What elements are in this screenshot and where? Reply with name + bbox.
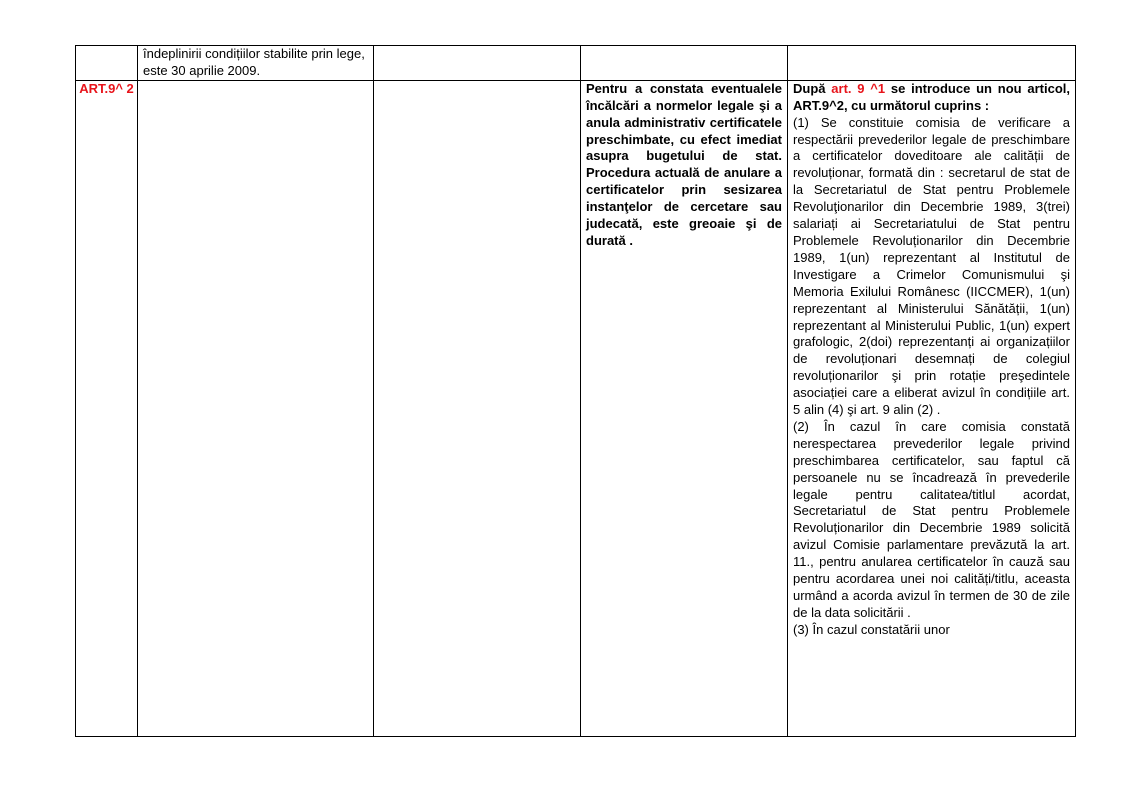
row1-col3 (374, 46, 581, 81)
amendment-paragraph-2: (2) În cazul în care comisia constată nerespectarea prevederilor legale privind preschimbarea certificatelor, sau faptul că persoanele nu se încadrează în prevederile legale pentru calitatea/titlul acordat, Secretariatul de Stat pentru Problemele Revoluționarilor din Decembrie 1989 solicită avizul Comisie parlamentare prevăzută la art. 11., pentru anularea certificatelor în cauză sau pentru acordarea unei noi calități/titlu, aceasta urmând a acorda avizul în termen de 30 de zile de la data solicitării . (793, 418, 1070, 620)
amendment-paragraph-1: (1) Se constituie comisia de verificare a respectării prevederilor legale de preschimbare a certificatelor doveditoare ale calității de revoluționar, formată din : secretarul de stat de la Secretariatul de Stat pentru Problemele Revoluţionarilor din Decembrie 1989, 3(trei) salariați ai Secretariatului de Stat pentru Problemele Revoluționarilor din Decembrie 1989, 1(un) reprezentant al Institutul de Investigare a Crimelor Comunismului şi Memoria Exilului Românesc (IICCMER), 1(un) reprezentant al Ministerului Sănătății, 1(un) reprezentant al Ministerului Public, 1(un) expert grafologic, 2(doi) reprezentanți ai organizațiilor de revoluționari desemnați de colegiul revoluționarilor şi prin rotație preşedintele asociației care a eliberat avizul în condițiile art. 5 alin (4) şi art. 9 alin (2) . (793, 114, 1070, 418)
row2-col2 (138, 80, 374, 736)
row1-law-text: îndeplinirii condițiilor stabilite prin lege, este 30 aprilie 2009. (143, 46, 365, 78)
row1-col1 (76, 46, 138, 81)
amendment-cell (788, 80, 1076, 736)
row1-col2 (138, 46, 374, 81)
motivation-text: Pentru a constata eventualele încălcări a normelor legale şi a anula administrativ certificatele preschimbate, cu efect imediat asupra bugetului de stat. Procedura actuală de anulare a certificatelor prin sesizarea instanţelor de cercetare sau judecată, este greoaie şi de durată . (586, 80, 782, 248)
amendment-intro: După art. 9 ^1 se introduce un nou articol, ART.9^2, cu următorul cuprins : (793, 80, 1070, 113)
motivation-cell (581, 80, 788, 736)
table-row (76, 46, 1076, 81)
table-row (76, 80, 1076, 736)
row2-col3 (374, 80, 581, 736)
row1-col4 (581, 46, 788, 81)
row1-col5 (788, 46, 1076, 81)
article-label: ART.9^ 2 (76, 80, 138, 736)
article-reference: art. 9 ^1 (831, 80, 886, 96)
amendment-paragraph-3: (3) În cazul constatării unor (793, 621, 950, 637)
comparison-table (75, 45, 1076, 737)
